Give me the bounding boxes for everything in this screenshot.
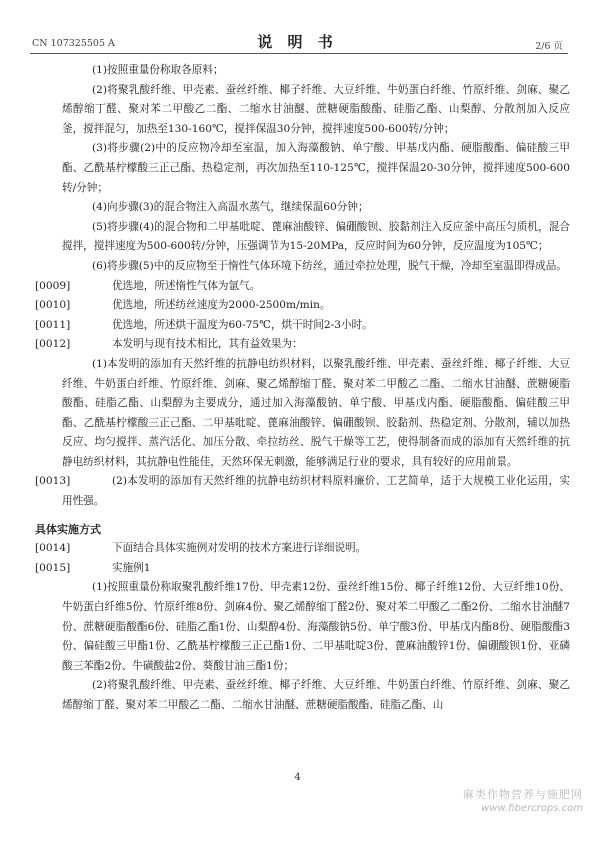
watermark-url: www.fibercrops.com [481,803,583,814]
body-paragraph: (3)将步骤(2)中的反应物冷却至室温，加入海藻酸钠、单宁酸、甲基戊内酯、硬脂酸酯、偏硅酸三甲酯、乙酰基柠檬酸三正己酯、热稳定剂，再次加热至110-125℃，搅拌保温20-30分钟，搅拌速度500-600转/分钟； [62,142,570,194]
paragraph-text: (2)本发明的添加有天然纤维的抗静电纺织材料原料廉价、工艺简单，适于大规模工业化运用，实用性强。 [62,475,570,508]
body-paragraph: (5)将步骤(4)的混合物和二甲基吡啶、蓖麻油酸锌、偏硼酸钡、胶黏剂注入反应釜中高压匀质机，混合搅拌，搅拌速度为500-600转/分钟，压强调节为15-20MPa，反应时间为60分钟，反应温度为105℃； [62,220,570,253]
paragraph-text: 优选地，所述纺丝速度为2000-2500m/min。 [112,299,331,312]
paragraph-number: [0011] [35,318,71,331]
watermark-site-name: 麻类作物营养与施肥网 [463,788,583,801]
paragraph-number: [0015] [35,561,71,574]
numbered-paragraph [35,277,570,297]
body-paragraph: (2)将聚乳酸纤维、甲壳素、蚕丝纤维、椰子纤维、大豆纤维、牛奶蛋白纤维、竹原纤维、剑麻、聚乙烯醇缩丁醛、聚对苯二甲酸乙二酯、二缩水甘油醚、蔗糖硬脂酸酯、硅脂乙酯、山 [62,679,570,711]
document-body [35,61,570,716]
paragraph-number: [0013] [35,475,71,488]
document-title: 说 明 书 [257,33,338,51]
body-paragraph: (1)按照重量份称取聚乳酸纤维17份、甲壳素12份、蚕丝纤维15份、椰子纤维12份、大豆纤维10份、牛奶蛋白纤维5份、竹原纤维8份、剑麻4份、聚乙烯醇缩丁醛2份、聚对苯二甲酸乙二酯2份、二缩水甘油醚7份、蔗糖硬脂酸酯6份、硅脂乙酯1份、山梨醇4份、海藻酸钠5份、单宁酸3份、甲基戊内酯8份、硬脂酸酯3份、偏硅酸三甲酯1份、乙酰基柠檬酸三正己酯1份、二甲基吡啶3份、蓖麻油酸锌1份、偏硼酸钡1份、亚磷酸三苯酯2份、牛磺酸盐2份、葵酸甘油三酯1份； [62,581,570,672]
paragraph-text: 优选地，所述烘干温度为60-75℃，烘干时间2-3小时。 [112,318,373,331]
header-divider [30,53,568,54]
numbered-paragraph [35,296,570,316]
paragraph-number: [0014] [35,542,71,555]
paragraph-text: 下面结合具体实施例对发明的技术方案进行详细说明。 [112,542,367,555]
paragraph-number: [0009] [35,279,71,292]
paragraph-number: [0010] [35,299,71,312]
site-watermark [463,788,583,816]
page-indicator: 2/6 页 [535,41,563,52]
numbered-paragraph [35,472,570,511]
patent-number: CN 107325505 A [32,38,115,49]
paragraph-text: 本发明与现有技术相比，其有益效果为： [112,338,303,351]
numbered-paragraph [35,559,570,579]
paragraph-number: [0012] [35,338,71,351]
section-heading: 具体实施方式 [35,522,101,536]
paragraph-text: 优选地，所述惰性气体为氩气。 [112,279,261,292]
numbered-paragraph [35,316,570,336]
body-paragraph: (2)将聚乳酸纤维、甲壳素、蚕丝纤维、椰子纤维、大豆纤维、牛奶蛋白纤维、竹原纤维、剑麻、聚乙烯醇缩丁醛、聚对苯二甲酸乙二酯、二缩水甘油醚、蔗糖硬脂酸酯、硅脂乙酯、山梨醇、分散剂加入反应釜，搅拌混匀，加热至130-160℃，搅拌保温30分钟，搅拌速度500-600转/分钟； [62,83,570,135]
body-paragraph: (4)向步骤(3)的混合物注入高温水蒸气，继续保温60分钟； [92,201,369,214]
page-number: 4 [294,772,301,783]
numbered-paragraph [35,539,570,559]
page-header [30,31,565,51]
body-paragraph: (1)按照重量份称取各原料； [92,64,224,76]
body-paragraph: (6)将步骤(5)中的反应物至于惰性气体环境下纺丝，通过牵拉处理，脱气干燥，冷却至室温即得成品。 [92,259,567,272]
numbered-paragraph [35,335,570,355]
paragraph-text: 实施例1 [112,561,151,574]
body-paragraph: (1)本发明的添加有天然纤维的抗静电纺织材料，以聚乳酸纤维、甲壳素、蚕丝纤维、椰子纤维、大豆纤维、牛奶蛋白纤维、竹原纤维、剑麻、聚乙烯醇缩丁醛、聚对苯二甲酸乙二酯、二缩水甘油醚、蔗糖硬脂酸酯、硅脂乙酯、山梨醇为主要成分，通过加入海藻酸钠、单宁酸、甲基戊内酯、硬脂酸酯、偏硅酸三甲酯、乙酰基柠檬酸三正己酯、二甲基吡啶、蓖麻油酸锌、偏硼酸钡、胶黏剂、热稳定剂、分散剂，辅以加热反应、均匀搅拌、蒸汽活化、加压分散、牵拉纺丝、脱气干燥等工艺，使得制备而成的添加有天然纤维的抗静电纺织材料，其抗静电性能佳，天然环保无刺激，能够满足行业的要求，具有较好的应用前景。 [62,357,570,468]
